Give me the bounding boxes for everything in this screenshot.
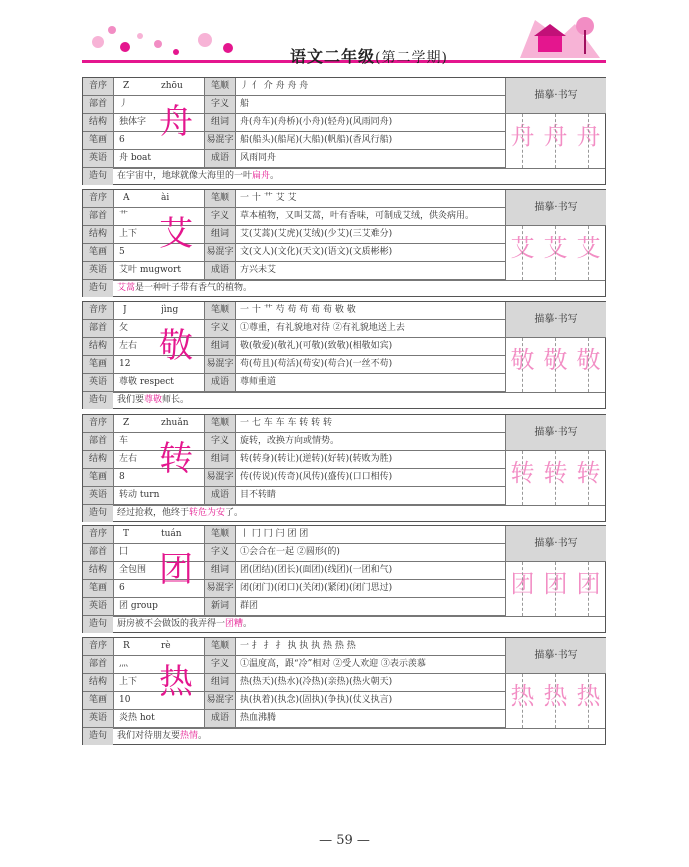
stroke_order-value: 丨 冂 冂 闩 团 团 bbox=[240, 529, 309, 539]
stroke_order-value: 一 七 车 车 车 转 转 转 bbox=[240, 418, 333, 428]
page-header bbox=[0, 0, 689, 72]
label-english: 英语 bbox=[83, 487, 113, 504]
label-meaning: 字义 bbox=[205, 320, 235, 337]
label-words: 组词 bbox=[205, 114, 235, 131]
label-radical: 部首 bbox=[83, 96, 113, 113]
confusing-value: 文(文人)(文化)(天文)(语文)(文质彬彬) bbox=[240, 247, 393, 257]
main-character: 转 bbox=[159, 439, 193, 479]
sentence-row bbox=[83, 505, 605, 522]
main-character: 团 bbox=[159, 550, 193, 590]
words-value: 敬(敬爱)(敬礼)(可敬)(致敬)(相敬如宾) bbox=[240, 341, 393, 351]
english-value: 尊敬 respect bbox=[119, 377, 174, 387]
stroke_order-value: 一 十 艹 芍 苟 苟 荀 荀 敬 敬 bbox=[240, 305, 356, 315]
pinyin-value: jìng bbox=[161, 305, 179, 315]
strokes-value: 6 bbox=[119, 583, 125, 593]
char-entry bbox=[82, 77, 606, 185]
label-stroke_order: 笔顺 bbox=[205, 78, 235, 95]
label-strokes: 笔画 bbox=[83, 132, 113, 149]
meaning-value: ①尊重，有礼貌地对待 ②有礼貌地送上去 bbox=[240, 323, 405, 333]
trace-area bbox=[506, 451, 606, 487]
english-value: 团 group bbox=[119, 601, 158, 611]
english-value: 炎热 hot bbox=[119, 713, 155, 723]
meaning-value: 草本植物，又叫艾蒿，叶有香味，可制成艾绒，供灸病用。 bbox=[240, 211, 475, 221]
trace-character: 艾 bbox=[543, 234, 568, 262]
sentence-pre: 我们要 bbox=[117, 395, 145, 405]
structure-value: 左右 bbox=[119, 454, 138, 464]
label-strokes: 笔画 bbox=[83, 469, 113, 486]
label-stroke_order: 笔顺 bbox=[205, 638, 235, 655]
label-english: 英语 bbox=[83, 598, 113, 615]
label-structure: 结构 bbox=[83, 338, 113, 355]
sentence-post: 。 bbox=[270, 171, 280, 181]
pinyin-value: zhuǎn bbox=[161, 418, 189, 428]
label-english: 英语 bbox=[83, 374, 113, 391]
confusing-value: 船(船头)(船尾)(大船)(帆船)(香风行船) bbox=[240, 135, 393, 145]
english-value: 舟 boat bbox=[119, 153, 152, 163]
label-words: 组词 bbox=[205, 226, 235, 243]
strokes-value: 5 bbox=[119, 247, 125, 257]
label-meaning: 字义 bbox=[205, 433, 235, 450]
meaning-value: 旋转，改换方向或情势。 bbox=[240, 436, 340, 446]
pinyin-value: zhōu bbox=[161, 81, 183, 91]
label-order: 音序 bbox=[83, 638, 113, 655]
order-value: Z bbox=[123, 81, 130, 91]
sentence-post: 了。 bbox=[225, 508, 244, 518]
pinyin-value: ài bbox=[161, 193, 170, 203]
page-number: — 59 — bbox=[319, 833, 370, 848]
label-sentence: 造句 bbox=[83, 505, 113, 522]
structure-value: 全包围 bbox=[119, 565, 147, 575]
trace-character: 转 bbox=[510, 459, 535, 487]
trace-character: 热 bbox=[543, 682, 568, 710]
english-value: 转动 turn bbox=[119, 490, 160, 500]
meaning-value: 船 bbox=[240, 99, 250, 109]
main-character: 舟 bbox=[159, 102, 193, 142]
title-text: 语文二年级 bbox=[290, 47, 376, 66]
label-order: 音序 bbox=[83, 78, 113, 95]
label-words: 组词 bbox=[205, 562, 235, 579]
trace-area bbox=[506, 674, 606, 710]
label-stroke_order: 笔顺 bbox=[205, 415, 235, 432]
order-value: R bbox=[123, 641, 130, 651]
label-order: 音序 bbox=[83, 526, 113, 543]
trace-header: 描摹·书写 bbox=[506, 302, 606, 338]
stroke_order-value: 一 扌 扌 扌 执 执 执 热 热 热 bbox=[240, 641, 356, 651]
strokes-value: 6 bbox=[119, 135, 125, 145]
label-idiom_label: 成语 bbox=[205, 262, 235, 279]
radical-value: 车 bbox=[119, 436, 129, 446]
label-structure: 结构 bbox=[83, 451, 113, 468]
meaning-value: ①会合在一起 ②圆形(的) bbox=[240, 547, 340, 557]
words-value: 转(转身)(转让)(逆转)(好转)(转败为胜) bbox=[240, 454, 393, 464]
trace-area bbox=[506, 338, 606, 374]
radical-value: 攵 bbox=[119, 323, 129, 333]
main-character: 艾 bbox=[159, 214, 193, 254]
pinyin-value: rè bbox=[161, 641, 171, 651]
title-subtitle: (第二学期) bbox=[375, 50, 448, 66]
order-value: A bbox=[123, 193, 130, 203]
structure-value: 上下 bbox=[119, 229, 138, 239]
trace-character: 转 bbox=[543, 459, 568, 487]
sentence-highlight: 热情 bbox=[180, 731, 199, 741]
label-sentence: 造句 bbox=[83, 168, 113, 185]
radical-value: 丿 bbox=[119, 99, 129, 109]
label-confusing: 易混字 bbox=[205, 580, 235, 597]
trace-area bbox=[506, 562, 606, 598]
label-idiom_label: 成语 bbox=[205, 150, 235, 167]
label-words: 组词 bbox=[205, 451, 235, 468]
confusing-value: 执(执着)(执念)(固执)(争执)(仗义执言) bbox=[240, 695, 393, 705]
label-meaning: 字义 bbox=[205, 208, 235, 225]
label-idiom_label: 成语 bbox=[205, 710, 235, 727]
label-radical: 部首 bbox=[83, 544, 113, 561]
sentence-highlight: 扁舟 bbox=[252, 171, 271, 181]
label-radical: 部首 bbox=[83, 208, 113, 225]
confusing-value: 闭(闭门)(闭口)(关闭)(紧闭)(闭门思过) bbox=[240, 583, 393, 593]
structure-value: 上下 bbox=[119, 677, 138, 687]
structure-value: 独体字 bbox=[119, 117, 147, 127]
label-confusing: 易混字 bbox=[205, 356, 235, 373]
trace-character: 敬 bbox=[510, 346, 535, 374]
strokes-value: 12 bbox=[119, 359, 131, 369]
trace-character: 团 bbox=[510, 570, 535, 598]
trace-character: 团 bbox=[543, 570, 568, 598]
sentence-row bbox=[83, 392, 605, 409]
sentence-pre: 我们对待朋友要 bbox=[117, 731, 181, 741]
trace-character: 舟 bbox=[510, 122, 535, 150]
idiom-value: 目不转睛 bbox=[240, 490, 277, 500]
radical-value: 灬 bbox=[119, 659, 129, 669]
label-confusing: 易混字 bbox=[205, 692, 235, 709]
label-strokes: 笔画 bbox=[83, 356, 113, 373]
strokes-value: 10 bbox=[119, 695, 131, 705]
label-structure: 结构 bbox=[83, 562, 113, 579]
trace-character: 舟 bbox=[576, 122, 601, 150]
idiom-value: 热血沸腾 bbox=[240, 713, 277, 723]
label-idiom_label: 成语 bbox=[205, 487, 235, 504]
sentence-highlight: 艾蒿 bbox=[117, 283, 136, 293]
sentence-row bbox=[83, 616, 605, 633]
sentence-pre: 在宇宙中，地球就像大海里的一叶 bbox=[117, 171, 253, 181]
sentence-post: 。 bbox=[243, 619, 253, 629]
sentence-pre: 厨房被不会做饭的我弄得一 bbox=[117, 619, 226, 629]
label-structure: 结构 bbox=[83, 114, 113, 131]
trace-header: 描摹·书写 bbox=[506, 526, 606, 562]
label-stroke_order: 笔顺 bbox=[205, 526, 235, 543]
sentence-highlight: 转危为安 bbox=[189, 508, 226, 518]
main-character: 热 bbox=[159, 662, 193, 702]
sentence-row bbox=[83, 280, 605, 297]
label-stroke_order: 笔顺 bbox=[205, 190, 235, 207]
label-english: 英语 bbox=[83, 262, 113, 279]
label-order: 音序 bbox=[83, 302, 113, 319]
label-order: 音序 bbox=[83, 190, 113, 207]
main-character: 敬 bbox=[159, 326, 193, 366]
trace-character: 艾 bbox=[510, 234, 535, 262]
label-meaning: 字义 bbox=[205, 656, 235, 673]
label-english: 英语 bbox=[83, 150, 113, 167]
stroke_order-value: 丿 亻 介 舟 舟 舟 bbox=[240, 81, 309, 91]
trace-header: 描摹·书写 bbox=[506, 415, 606, 451]
pinyin-value: tuán bbox=[161, 529, 182, 539]
label-meaning: 字义 bbox=[205, 96, 235, 113]
confusing-value: 传(传说)(传奇)(风传)(盛传)(口口相传) bbox=[240, 472, 393, 482]
label-meaning: 字义 bbox=[205, 544, 235, 561]
order-value: J bbox=[123, 305, 127, 315]
sentence-post: 是一种叶子带有香气的植物。 bbox=[135, 283, 253, 293]
trace-character: 热 bbox=[510, 682, 535, 710]
page-title bbox=[290, 44, 448, 67]
label-idiom_label: 新词 bbox=[205, 598, 235, 615]
confusing-value: 苟(苟且)(苟活)(苟安)(苟合)(一丝不苟) bbox=[240, 359, 393, 369]
label-idiom_label: 成语 bbox=[205, 374, 235, 391]
sentence-row bbox=[83, 168, 605, 185]
label-confusing: 易混字 bbox=[205, 469, 235, 486]
sentence-highlight: 尊敬 bbox=[144, 395, 163, 405]
trace-area bbox=[506, 226, 606, 262]
stroke_order-value: 一 十 艹 艾 艾 bbox=[240, 193, 297, 203]
radical-value: 囗 bbox=[119, 547, 129, 557]
label-confusing: 易混字 bbox=[205, 132, 235, 149]
trace-character: 热 bbox=[576, 682, 601, 710]
label-words: 组词 bbox=[205, 338, 235, 355]
idiom-value: 方兴未艾 bbox=[240, 265, 277, 275]
label-stroke_order: 笔顺 bbox=[205, 302, 235, 319]
label-sentence: 造句 bbox=[83, 728, 113, 745]
trace-character: 舟 bbox=[543, 122, 568, 150]
strokes-value: 8 bbox=[119, 472, 125, 482]
idiom-value: 风雨同舟 bbox=[240, 153, 277, 163]
label-english: 英语 bbox=[83, 710, 113, 727]
char-entry bbox=[82, 525, 606, 633]
sentence-pre: 经过抢救，他终于 bbox=[117, 508, 190, 518]
radical-value: 艹 bbox=[119, 211, 129, 221]
char-entry bbox=[82, 189, 606, 297]
words-value: 舟(舟车)(舟桥)(小舟)(轻舟)(风雨同舟) bbox=[240, 117, 393, 127]
label-confusing: 易混字 bbox=[205, 244, 235, 261]
words-value: 热(热天)(热水)(冷热)(亲热)(热火朝天) bbox=[240, 677, 393, 687]
char-entry bbox=[82, 637, 606, 745]
char-entry bbox=[82, 301, 606, 409]
label-words: 组词 bbox=[205, 674, 235, 691]
label-order: 音序 bbox=[83, 415, 113, 432]
trace-character: 敬 bbox=[543, 346, 568, 374]
idiom-value: 尊师重道 bbox=[240, 377, 277, 387]
idiom-value: 群团 bbox=[240, 601, 259, 611]
trace-character: 敬 bbox=[576, 346, 601, 374]
trace-character: 转 bbox=[576, 459, 601, 487]
english-value: 艾叶 mugwort bbox=[119, 265, 181, 275]
label-sentence: 造句 bbox=[83, 392, 113, 409]
order-value: Z bbox=[123, 418, 130, 428]
label-structure: 结构 bbox=[83, 226, 113, 243]
trace-area bbox=[506, 114, 606, 150]
label-strokes: 笔画 bbox=[83, 244, 113, 261]
order-value: T bbox=[123, 529, 130, 539]
label-sentence: 造句 bbox=[83, 616, 113, 633]
label-structure: 结构 bbox=[83, 674, 113, 691]
sentence-post: 师长。 bbox=[162, 395, 190, 405]
meaning-value: ①温度高，跟“冷”相对 ②受人欢迎 ③表示羡慕 bbox=[240, 659, 426, 669]
trace-character: 团 bbox=[576, 570, 601, 598]
trace-header: 描摹·书写 bbox=[506, 78, 606, 114]
label-sentence: 造句 bbox=[83, 280, 113, 297]
words-value: 艾(艾蒿)(艾虎)(艾绒)(少艾)(三艾难分) bbox=[240, 229, 393, 239]
char-entry bbox=[82, 414, 606, 522]
label-radical: 部首 bbox=[83, 433, 113, 450]
structure-value: 左右 bbox=[119, 341, 138, 351]
sentence-highlight: 团糟 bbox=[225, 619, 244, 629]
sentence-row bbox=[83, 728, 605, 745]
words-value: 团(团结)(团长)(面团)(线团)(一团和气) bbox=[240, 565, 393, 575]
label-strokes: 笔画 bbox=[83, 692, 113, 709]
sentence-post: 。 bbox=[198, 731, 208, 741]
label-strokes: 笔画 bbox=[83, 580, 113, 597]
label-radical: 部首 bbox=[83, 656, 113, 673]
label-radical: 部首 bbox=[83, 320, 113, 337]
trace-header: 描摹·书写 bbox=[506, 190, 606, 226]
trace-character: 艾 bbox=[576, 234, 601, 262]
trace-header: 描摹·书写 bbox=[506, 638, 606, 674]
